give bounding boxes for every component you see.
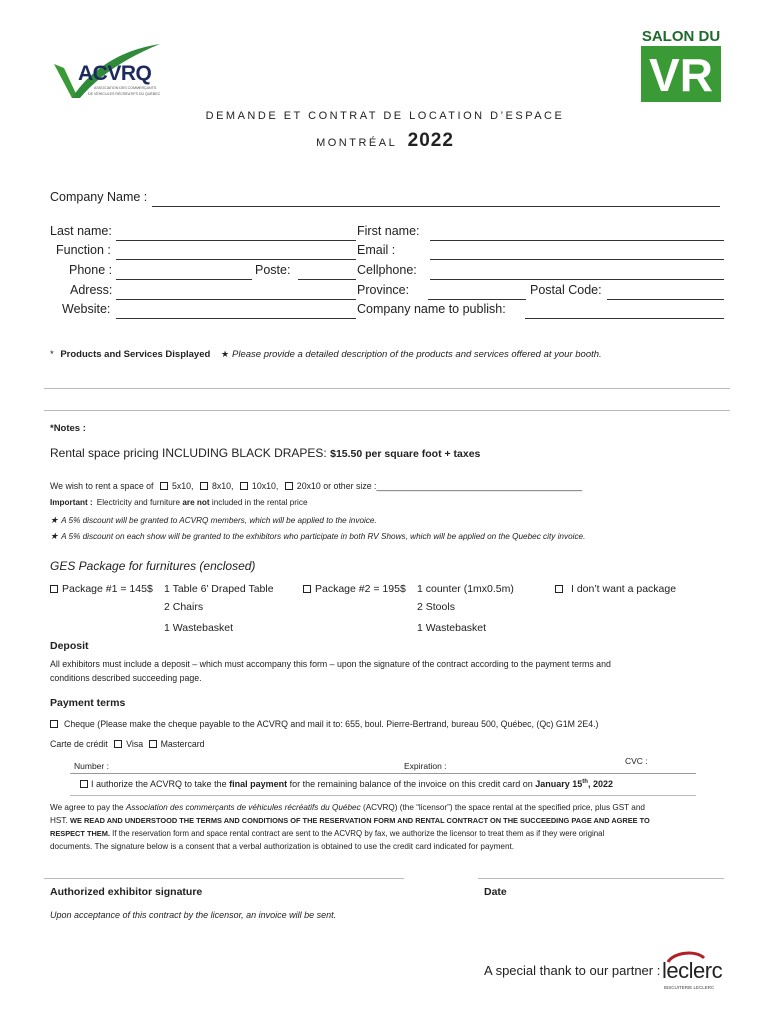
authorize-year: , 2022 [587, 779, 613, 789]
first-name-label: First name: [357, 224, 420, 238]
size-8x10-checkbox[interactable] [200, 482, 208, 490]
cvc-label: CVC : [625, 756, 648, 766]
adress-label: Adress: [70, 283, 113, 297]
authorize-checkbox[interactable] [80, 780, 88, 788]
products-line-2[interactable] [44, 410, 730, 411]
poste-label: Poste: [255, 263, 291, 277]
company-publish-label: Company name to publish: [357, 302, 506, 316]
signature-label: Authorized exhibitor signature [50, 886, 203, 898]
discount-2-text: A 5% discount on each show will be granted to the exhibitors who participate in both RV Shows, which will be applied on the Quebec city invoice. [61, 532, 586, 541]
card-number-label: Number : [74, 761, 109, 771]
agreement-l2-a: HST. [50, 816, 71, 825]
page-title: DEMANDE ET CONTRAT DE LOCATION D’ESPACE [205, 110, 565, 122]
email-label: Email : [357, 243, 396, 257]
agreement-line-2 [50, 816, 650, 825]
package-1-option[interactable] [50, 583, 153, 595]
size-5x10-label: 5x10, [171, 481, 194, 491]
phone-field[interactable] [116, 279, 252, 280]
province-field[interactable] [428, 299, 526, 300]
authorize-text-c: for the remaining balance of the invoice on this credit card on [287, 779, 536, 789]
mastercard-checkbox[interactable] [149, 740, 157, 748]
mastercard-label: Mastercard [160, 739, 205, 749]
package-2-item-2: 2 Stools [417, 601, 455, 613]
function-label: Function : [56, 243, 111, 257]
agreement-l1-c: (ACVRQ) (the “licensor”) the space rental at the specified price, plus GST and [360, 803, 645, 812]
important-row [50, 498, 308, 507]
notes-label: *Notes : [50, 423, 86, 434]
pricing-heading [50, 446, 480, 460]
acceptance-note: Upon acceptance of this contract by the licensor, an invoice will be sent. [50, 910, 337, 920]
agreement-line-3 [50, 829, 604, 838]
adress-field[interactable] [116, 299, 356, 300]
payment-heading: Payment terms [50, 697, 126, 709]
visa-label: Visa [126, 739, 144, 749]
website-field[interactable] [116, 318, 356, 319]
leclerc-logo [662, 952, 738, 992]
agreement-l1-a: We agree to pay the [50, 803, 126, 812]
star-icon: ★ [220, 349, 230, 359]
ges-heading: GES Package for furnitures (enclosed) [50, 559, 256, 573]
email-field[interactable] [430, 259, 724, 260]
year-label: 2022 [407, 130, 454, 151]
function-field[interactable] [116, 259, 356, 260]
phone-label: Phone : [69, 263, 113, 277]
size-10x10-checkbox[interactable] [240, 482, 248, 490]
size-other-field[interactable]: __________________________________________ [376, 481, 582, 491]
rent-space-row [50, 481, 582, 491]
deposit-line-2: conditions described succeeding page. [50, 673, 202, 683]
package-2-checkbox[interactable] [303, 585, 311, 593]
expiration-label: Expiration : [404, 761, 447, 771]
package-1-item-3: 1 Wastebasket [164, 622, 234, 634]
website-label: Website: [62, 302, 111, 316]
date-label: Date [484, 886, 507, 898]
leclerc-wordmark: leclerc [662, 958, 723, 983]
date-field[interactable] [478, 878, 724, 879]
first-name-field[interactable] [430, 240, 724, 241]
cheque-checkbox[interactable] [50, 720, 58, 728]
acvrq-wordmark: ACVRQ [78, 62, 152, 85]
signature-field[interactable] [44, 878, 404, 879]
agreement-l3-b: If the reservation form and space rental contract are sent to the ACVRQ by fax, we authorize the licensor to treat them as if they were original [109, 829, 605, 838]
size-8x10-label: 8x10, [211, 481, 234, 491]
city-label: MONTRÉAL [316, 137, 398, 149]
package-2-label: Package #2 = 195$ [315, 583, 406, 595]
package-2-item-3: 1 Wastebasket [417, 622, 487, 634]
visa-checkbox[interactable] [114, 740, 122, 748]
credit-card-row [50, 739, 205, 749]
important-text-b: are not [182, 498, 210, 507]
no-package-checkbox[interactable] [555, 585, 563, 593]
leclerc-subtitle: BISCUITERIE LECLERC [664, 985, 715, 990]
page-subtitle [0, 130, 770, 152]
salon-du-vr-logo [638, 28, 724, 104]
rent-prefix: We wish to rent a space of [50, 481, 154, 491]
package-2-option[interactable] [303, 583, 406, 595]
authorize-text-b: final payment [229, 779, 288, 789]
package-2-item-1: 1 counter (1mx0.5m) [417, 583, 514, 595]
agreement-line-4: documents. The signature below is a consent that a verbal authorization is obtained to use the credit card indicated for payment. [50, 842, 515, 851]
agreement-l3-a: RESPECT THEM. [50, 829, 110, 838]
acvrq-logo [50, 40, 190, 108]
package-1-item-1: 1 Table 6’ Draped Table [164, 583, 274, 595]
acvrq-subtitle-1: ASSOCIATION DES COMMERÇANTS [94, 86, 157, 90]
last-name-label: Last name: [50, 224, 112, 238]
pricing-heading-a: Rental space pricing INCLUDING BLACK DRAPES: [50, 446, 331, 460]
no-package-label: I don’t want a package [571, 583, 677, 595]
products-asterisk: * [50, 349, 54, 360]
agreement-line-1 [50, 803, 645, 812]
discount-1-text: A 5% discount will be granted to ACVRQ members, which will be applied to the invoice. [61, 516, 377, 525]
vr-text: VR [649, 49, 713, 101]
no-package-option[interactable] [555, 583, 676, 595]
company-name-field[interactable] [152, 206, 720, 207]
credit-card-label: Carte de crédit [50, 739, 108, 749]
card-number-field[interactable] [70, 773, 696, 774]
cheque-option[interactable] [50, 719, 598, 729]
size-20x10-checkbox[interactable] [285, 482, 293, 490]
discount-2 [50, 531, 585, 542]
deposit-line-1: All exhibitors must include a deposit – which must accompany this form – upon the signature of the contract according to the payment terms and [50, 659, 611, 669]
products-line-1[interactable] [44, 388, 730, 389]
company-name-label: Company Name : [50, 190, 148, 204]
postal-code-field[interactable] [607, 299, 724, 300]
size-20x10-label: 20x10 or other size : [296, 481, 377, 491]
products-label: Products and Services Displayed [60, 349, 211, 360]
acvrq-subtitle-2: DE VÉHICULES RÉCRÉATIFS DU QUÉBEC [88, 92, 161, 96]
province-label: Province: [357, 283, 410, 297]
package-1-item-2: 2 Chairs [164, 601, 204, 613]
cellphone-field[interactable] [430, 279, 724, 280]
package-1-label: Package #1 = 145$ [62, 583, 153, 595]
postal-code-label: Postal Code: [530, 283, 602, 297]
pricing-heading-b: $15.50 per square foot + taxes [330, 448, 481, 460]
authorize-date-sup: th [582, 779, 588, 785]
discount-1 [50, 515, 377, 526]
authorize-date: January 15 [535, 779, 583, 789]
important-text-c: included in the rental price [209, 498, 308, 507]
important-text-a: Electricity and furniture [96, 498, 183, 507]
cellphone-label: Cellphone: [357, 263, 417, 277]
company-publish-field[interactable] [525, 318, 724, 319]
authorize-text-a: I authorize the ACVRQ to take the [91, 779, 230, 789]
size-10x10-label: 10x10, [251, 481, 279, 491]
important-label: Important : [50, 498, 93, 507]
products-hint: Please provide a detailed description of the products and services offered at your booth. [232, 349, 602, 360]
salon-du-text: SALON DU [641, 28, 721, 45]
star-icon: ★ [50, 531, 59, 541]
authorize-box-bottom [70, 795, 696, 796]
last-name-field[interactable] [116, 240, 356, 241]
products-row [50, 349, 602, 360]
size-5x10-checkbox[interactable] [160, 482, 168, 490]
deposit-heading: Deposit [50, 640, 89, 652]
agreement-l1-b: Association des commerçants de véhicules récréatifs du Québec [125, 803, 361, 812]
vr-badge [641, 46, 721, 102]
agreement-l2-b: WE READ AND UNDERSTOOD THE TERMS AND CONDITIONS OF THE RESERVATION FORM AND RENTAL CONTRACT ON THE SUCCEEDING PAGE AND AGREE TO [70, 816, 650, 825]
cheque-label: Cheque (Please make the cheque payable to the ACVRQ and mail it to: 655, boul. Pierre-Bertrand, bureau 500, Québec, (Qc) G1M 2E4.) [64, 719, 599, 729]
authorize-option[interactable] [80, 779, 613, 789]
star-icon: ★ [50, 515, 59, 525]
package-1-checkbox[interactable] [50, 585, 58, 593]
poste-field[interactable] [298, 279, 356, 280]
partner-text: A special thank to our partner : [484, 963, 661, 978]
